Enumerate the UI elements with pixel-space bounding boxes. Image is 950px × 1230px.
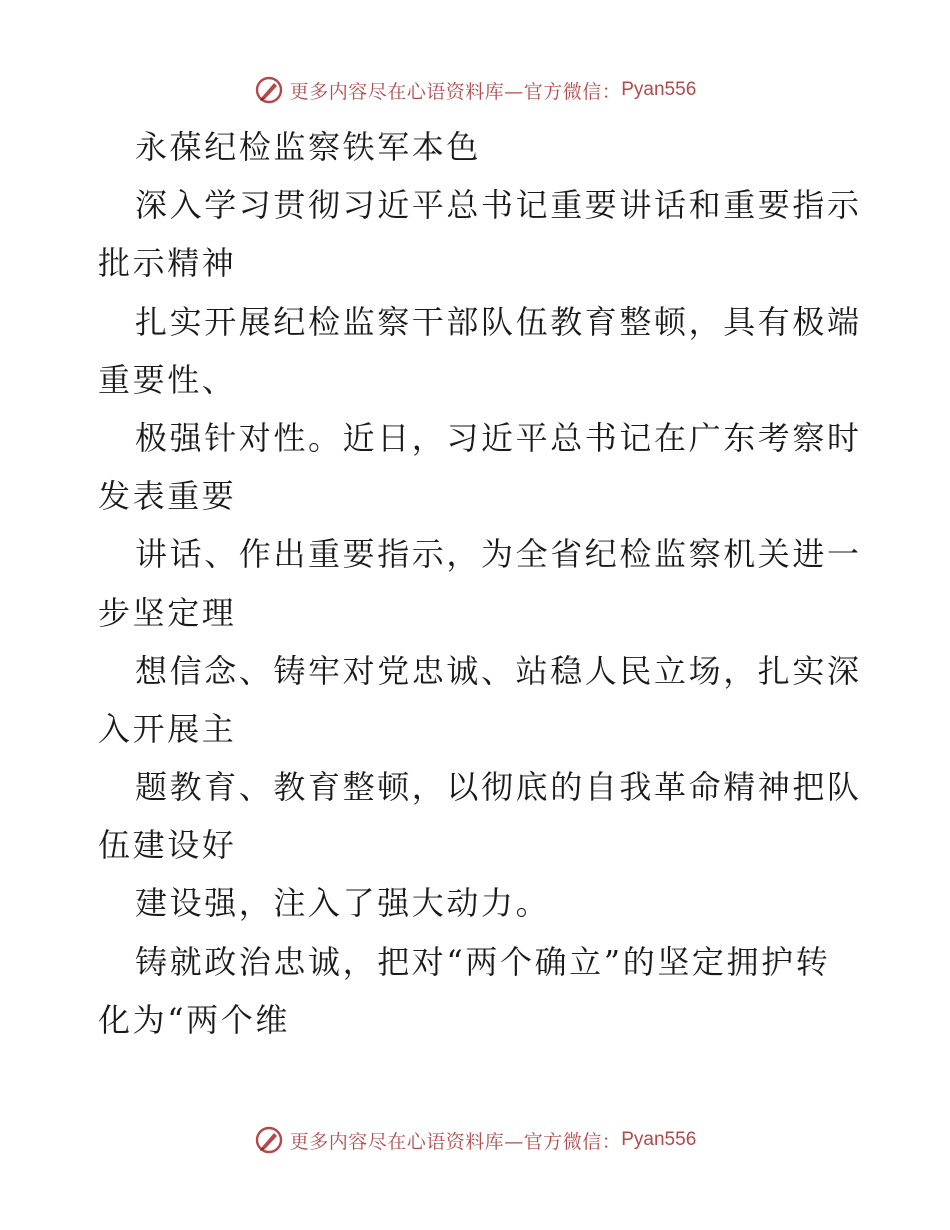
paragraph-line: 题教育、教育整顿，以彻底的自我革命精神把队 [135,768,862,807]
paragraph-line: 批示精神 [98,244,237,283]
pen-circle-logo-icon [254,1125,284,1155]
paragraph-line: 化为“两个维 [98,1000,290,1039]
paragraph-line: 建设强，注入了强大动力。 [135,884,551,923]
footer-banner [0,1120,950,1160]
banner-text: 更多内容尽在心语资料库—官方微信： [289,80,622,103]
paragraph-line: 深入学习贯彻习近平总书记重要讲话和重要指示 [135,186,862,225]
banner-wechat-id: Pyan556 [621,1129,697,1150]
paragraph-line: 想信念、铸牢对党忠诚、站稳人民立场，扎实深 [135,651,862,690]
paragraph-line: 极强针对性。近日，习近平总书记在广东考察时 [135,418,862,457]
pen-circle-logo-icon [254,75,284,105]
document-title: 永葆纪检监察铁军本色 [135,128,482,166]
document-body [98,118,862,1049]
banner-text: 更多内容尽在心语资料库—官方微信： [289,1130,622,1153]
header-banner [0,70,950,110]
paragraph-line: 发表重要 [98,477,237,516]
paragraph-line: 入开展主 [98,709,237,748]
paragraph-line: 伍建设好 [98,826,237,865]
paragraph-line: 讲话、作出重要指示，为全省纪检监察机关进一 [135,535,862,574]
paragraph-line: 重要性、 [98,360,237,399]
paragraph-line: 铸就政治忠诚，把对“两个确立”的坚定拥护转 [135,942,831,981]
paragraph-line: 扎实开展纪检监察干部队伍教育整顿，具有极端 [135,302,862,341]
banner-wechat-id: Pyan556 [621,79,697,100]
paragraph-line: 步坚定理 [98,593,237,632]
